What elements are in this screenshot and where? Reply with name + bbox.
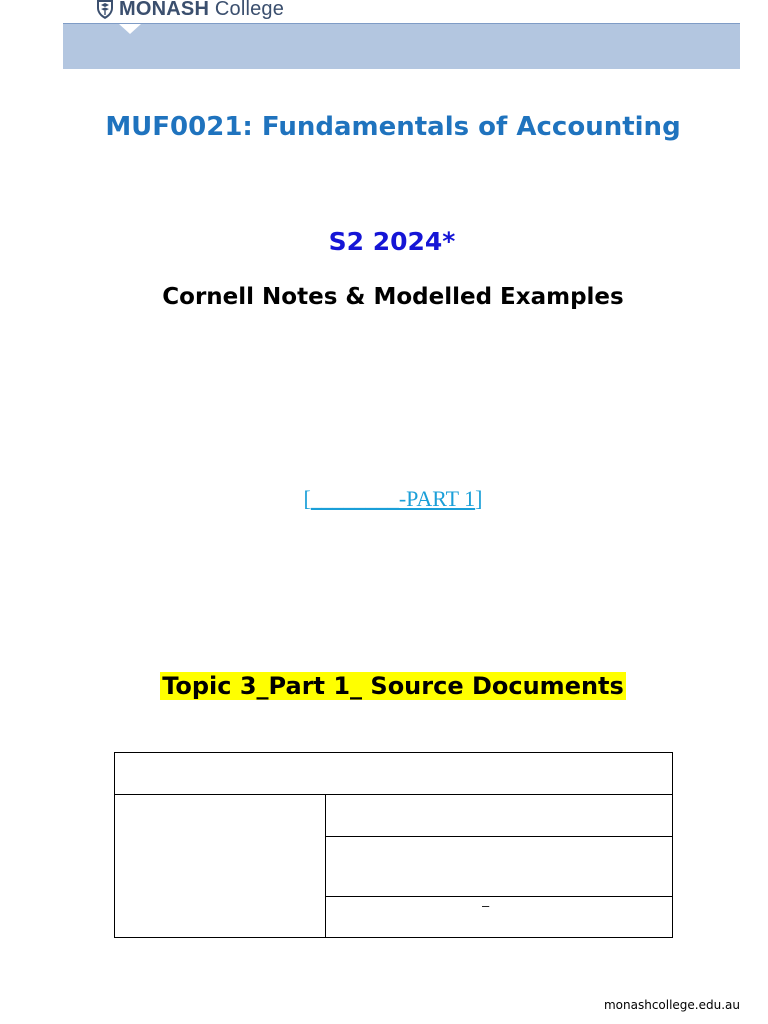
cornell-note-cell[interactable] [326,795,672,837]
cornell-header-cell[interactable] [115,753,672,795]
monash-college-logo [95,0,284,22]
course-title: MUF0021: Fundamentals of Accounting [105,112,681,142]
document-subtitle: Cornell Notes & Modelled Examples [162,284,624,310]
topic-heading-wrap [0,672,768,700]
note-dash: – [482,898,490,913]
semester-label: S2 2024* [328,227,456,256]
header-band [63,24,740,69]
header-notch [119,24,141,34]
part-link-text[interactable]: ________-PART 1 [310,486,476,511]
cornell-note-cell[interactable] [326,897,672,937]
cornell-cue-column[interactable] [115,795,326,937]
monash-shield-icon [95,0,115,20]
cornell-note-cell[interactable] [326,837,672,897]
topic-heading: Topic 3_Part 1_ Source Documents [162,672,624,700]
logo-wordmark: MONASH College [119,0,285,20]
footer-url[interactable]: monashcollege.edu.au [603,998,740,1012]
cornell-notes-table [114,752,673,938]
part-link[interactable]: [________-PART 1] [303,486,483,511]
